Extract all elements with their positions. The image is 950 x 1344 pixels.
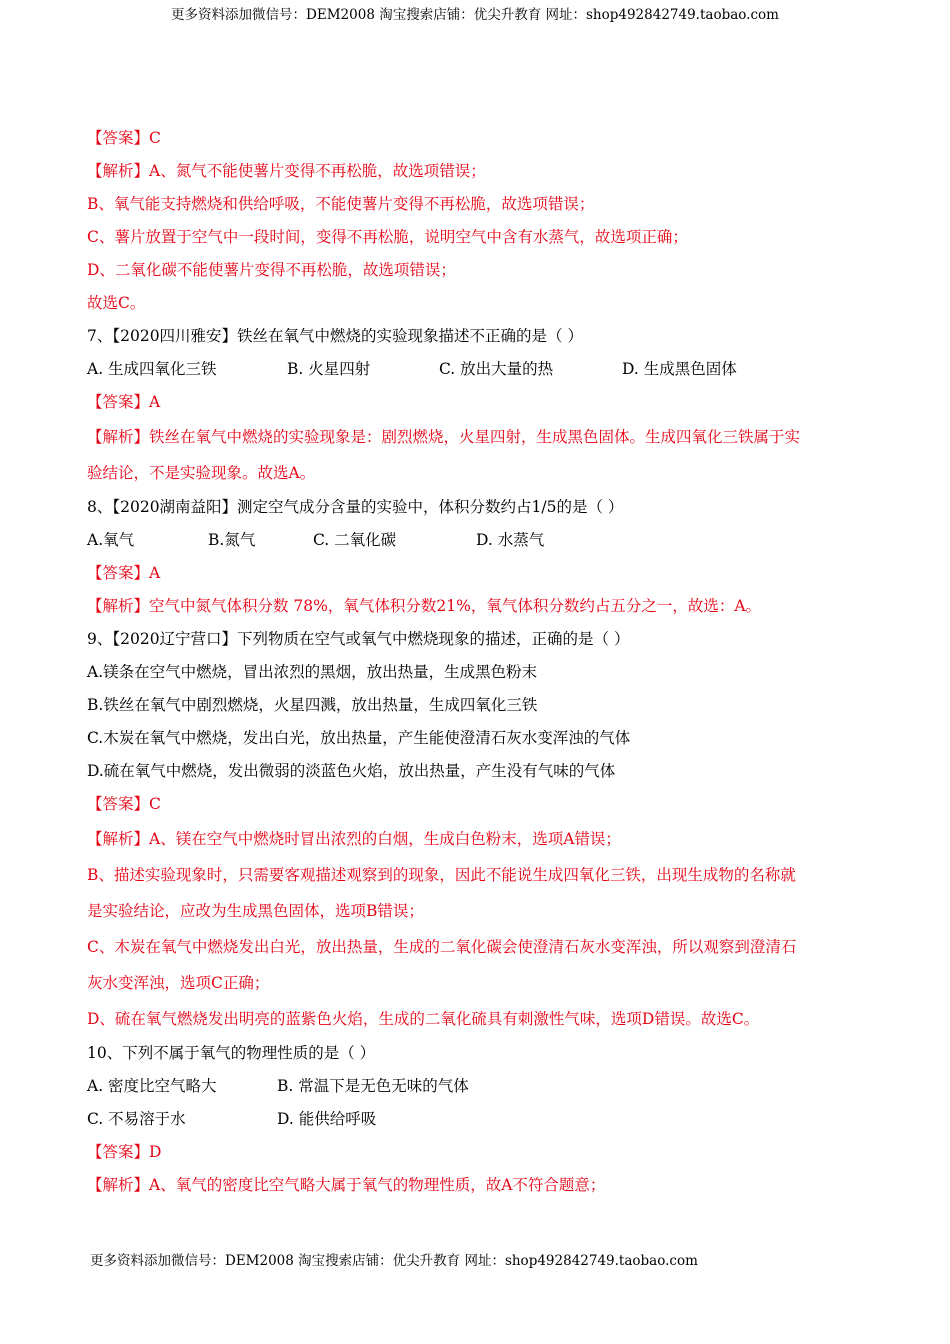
q7-analysis-2: 验结论，不是实验现象。故选A。	[87, 464, 316, 482]
q10-option-c: C. 不易溶于水	[87, 1110, 186, 1128]
q9-analysis-2: B、描述实验现象时，只需要客观描述观察到的现象，因此不能说生成四氧化三铁，出现生成物的名称就	[87, 866, 796, 884]
q10-options-row-1	[87, 1070, 867, 1103]
q8-stem: 8、【2020湖南益阳】测定空气成分含量的实验中，体积分数约占1/5的是（ ）	[87, 498, 624, 516]
q10-analysis-1: 【解析】A、氧气的密度比空气略大属于氧气的物理性质，故A不符合题意；	[87, 1176, 606, 1194]
q8-option-b: B.氮气	[208, 531, 256, 549]
q6-analysis-2: B、氧气能支持燃烧和供给呼吸，不能使薯片变得不再松脆，故选项错误；	[87, 195, 595, 213]
q8-answer: 【答案】A	[87, 564, 161, 582]
q9-analysis-6: D、硫在氧气燃烧发出明亮的蓝紫色火焰，生成的二氧化硫具有刺激性气味，选项D错误。故选C。	[87, 1010, 760, 1028]
q9-analysis-5: 灰水变浑浊，选项C正确；	[87, 974, 270, 992]
q7-answer: 【答案】A	[87, 393, 161, 411]
q9-answer: 【答案】C	[87, 795, 161, 813]
q7-stem: 7、【2020四川雅安】铁丝在氧气中燃烧的实验现象描述不正确的是（ ）	[87, 327, 583, 345]
q9-analysis-4: C、木炭在氧气中燃烧发出白光，放出热量，生成的二氧化碳会使澄清石灰水变浑浊，所以观察到澄清石	[87, 938, 797, 956]
page-header: 更多资料添加微信号：DEM2008 淘宝搜索店铺：优尖升教育 网址：shop492842749.taobao.com	[171, 7, 779, 23]
q10-option-d: D. 能供给呼吸	[277, 1110, 377, 1128]
q10-answer: 【答案】D	[87, 1143, 162, 1161]
q10-options-row-2	[87, 1103, 867, 1136]
q9-option-d: D.硫在氧气中燃烧，发出微弱的淡蓝色火焰，放出热量，产生没有气味的气体	[87, 762, 616, 780]
q8-analysis-1: 【解析】空气中氮气体积分数 78%，氧气体积分数21%，氧气体积分数约占五分之一，故选：A。	[87, 597, 762, 615]
q10-option-b: B. 常温下是无色无味的气体	[277, 1077, 469, 1095]
q7-option-b: B. 火星四射	[287, 360, 371, 378]
q7-option-c: C. 放出大量的热	[439, 360, 554, 378]
q6-conclusion: 故选C。	[87, 294, 146, 312]
document-body	[87, 122, 867, 1202]
q9-option-c: C.木炭在氧气中燃烧，发出白光，放出热量，产生能使澄清石灰水变浑浊的气体	[87, 729, 631, 747]
q7-option-d: D. 生成黑色固体	[622, 360, 737, 378]
q7-options	[87, 353, 867, 386]
q9-stem: 9、【2020辽宁营口】下列物质在空气或氧气中燃烧现象的描述，正确的是（ ）	[87, 630, 630, 648]
q10-stem: 10、下列不属于氧气的物理性质的是（ ）	[87, 1044, 376, 1062]
q9-option-a: A.镁条在空气中燃烧，冒出浓烈的黑烟，放出热量，生成黑色粉末	[87, 663, 538, 681]
page-footer: 更多资料添加微信号：DEM2008 淘宝搜索店铺：优尖升教育 网址：shop492842749.taobao.com	[90, 1253, 698, 1269]
q7-option-a: A. 生成四氧化三铁	[87, 360, 217, 378]
q10-option-a: A. 密度比空气略大	[87, 1077, 217, 1095]
q6-analysis-4: D、二氧化碳不能使薯片变得不再松脆，故选项错误；	[87, 261, 456, 279]
q8-option-a: A.氧气	[87, 531, 135, 549]
q6-analysis-1: 【解析】A、氮气不能使薯片变得不再松脆，故选项错误；	[87, 162, 486, 180]
q9-analysis-1: 【解析】A、镁在空气中燃烧时冒出浓烈的白烟，生成白色粉末，选项A错误；	[87, 830, 621, 848]
q6-analysis-3: C、薯片放置于空气中一段时间，变得不再松脆，说明空气中含有水蒸气，故选项正确；	[87, 228, 688, 246]
q9-option-b: B.铁丝在氧气中剧烈燃烧，火星四溅，放出热量，生成四氧化三铁	[87, 696, 538, 714]
q8-option-d: D. 水蒸气	[476, 531, 545, 549]
q6-answer: 【答案】C	[87, 129, 161, 147]
q8-option-c: C. 二氧化碳	[313, 531, 397, 549]
q8-options	[87, 524, 867, 557]
q9-analysis-3: 是实验结论，应改为生成黑色固体，选项B错误；	[87, 902, 424, 920]
q7-analysis-1: 【解析】铁丝在氧气中燃烧的实验现象是：剧烈燃烧，火星四射，生成黑色固体。生成四氧化三铁属于实	[87, 428, 801, 446]
